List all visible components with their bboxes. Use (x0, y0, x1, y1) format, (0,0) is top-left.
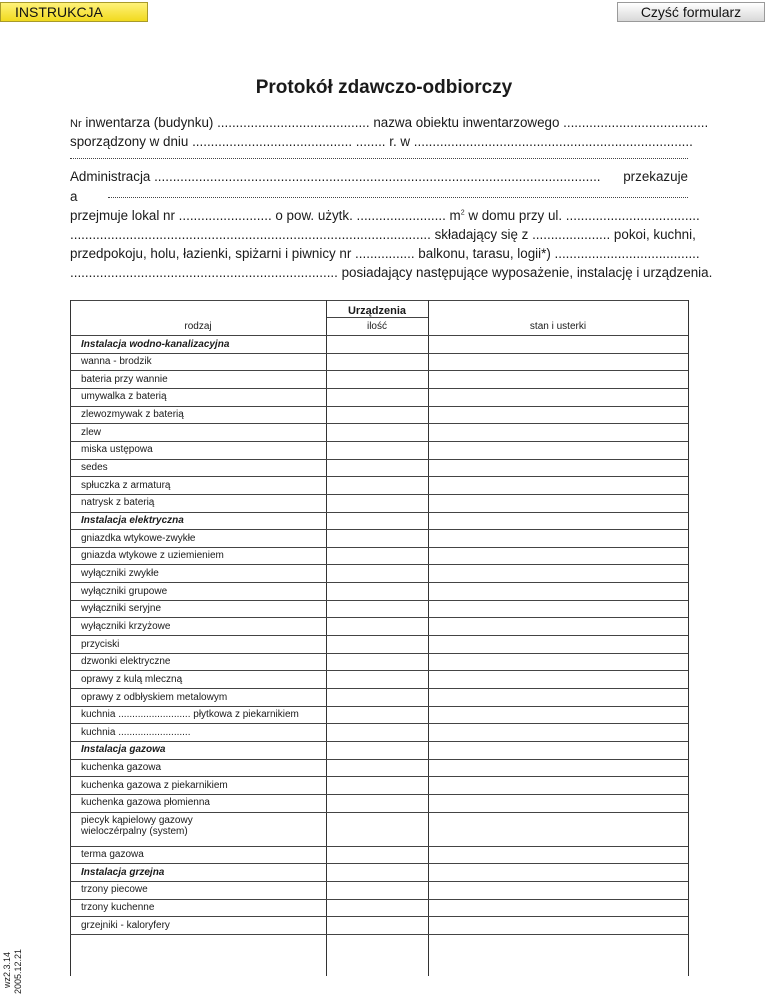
condition-cell[interactable] (429, 494, 687, 512)
rooms-line: ................................................................................................. składający się z ..................... pokoi, kuchni, (70, 227, 696, 242)
table-row-label: wyłączniki zwykłe (81, 567, 159, 579)
recipient-label: a (70, 189, 78, 204)
quantity-cell[interactable] (327, 423, 427, 441)
header-urzadzenia: Urządzenia (347, 305, 407, 317)
table-row-label: zlewozmywak z baterią (81, 409, 184, 421)
quantity-cell[interactable] (327, 706, 427, 724)
table-row-label: gniazdka wtykowe-zwykłe (81, 532, 196, 544)
quantity-cell[interactable] (327, 388, 427, 406)
table-row-label: terma gazowa (81, 849, 144, 861)
condition-cell[interactable] (429, 759, 687, 777)
quantity-cell[interactable] (327, 723, 427, 741)
condition-cell[interactable] (429, 600, 687, 618)
area-unit-sup: 2 (460, 209, 465, 217)
table-row-label: bateria przy wannie (81, 373, 168, 385)
nr-label: Nr (70, 118, 82, 130)
quantity-cell[interactable] (327, 370, 427, 388)
table-line (70, 300, 71, 976)
quantity-cell[interactable] (327, 617, 427, 635)
table-line (70, 300, 688, 301)
table-row-label: zlew (81, 426, 102, 438)
quantity-cell[interactable] (327, 582, 427, 600)
table-row-label: gniazda wtykowe z uziemieniem (81, 550, 224, 562)
condition-cell[interactable] (429, 423, 687, 441)
quantity-cell[interactable] (327, 635, 427, 653)
table-line (688, 300, 689, 976)
quantity-cell[interactable] (327, 529, 427, 547)
condition-cell[interactable] (429, 512, 687, 530)
quantity-cell[interactable] (327, 916, 427, 934)
condition-cell[interactable] (429, 370, 687, 388)
condition-cell[interactable] (429, 582, 687, 600)
table-row-label: wyłączniki seryjne (81, 603, 162, 615)
condition-cell[interactable] (429, 881, 687, 899)
quantity-cell[interactable] (327, 494, 427, 512)
street-text: w domu przy ul. .................................... (464, 208, 700, 223)
condition-cell[interactable] (429, 863, 687, 881)
table-row-label: kuchnia .......................... płytkowa z piekarnikiem (81, 709, 299, 721)
condition-cell[interactable] (429, 335, 687, 353)
condition-cell[interactable] (429, 688, 687, 706)
quantity-cell[interactable] (327, 670, 427, 688)
condition-cell[interactable] (429, 441, 687, 459)
form-code-stamp (0, 946, 28, 994)
quantity-cell[interactable] (327, 899, 427, 917)
table-row-label: spłuczka z armaturą (81, 479, 171, 491)
condition-cell[interactable] (429, 776, 687, 794)
table-row-label: sedes (81, 462, 108, 474)
equipment-line: ........................................................................ posiadający następujące wyposażenie, instalację i urządzenia. (70, 265, 713, 280)
table-row-label: piecyk kąpielowy gazowy (81, 814, 193, 826)
quantity-cell[interactable] (327, 812, 427, 846)
quantity-cell[interactable] (327, 863, 427, 881)
quantity-cell[interactable] (327, 459, 427, 477)
condition-cell[interactable] (429, 916, 687, 934)
quantity-cell[interactable] (327, 335, 427, 353)
table-row-label: wanna - brodzik (81, 356, 152, 368)
table-row-line (70, 934, 688, 935)
quantity-cell[interactable] (327, 741, 427, 759)
quantity-cell[interactable] (327, 653, 427, 671)
form-date: 2005.12.21 (13, 948, 23, 994)
form-code: wz2.3.14 (2, 951, 12, 988)
table-line (326, 317, 428, 318)
header-stan: stan i usterki (529, 321, 587, 332)
condition-cell[interactable] (429, 529, 687, 547)
table-row-label: przyciski (81, 638, 120, 650)
quantity-cell[interactable] (327, 547, 427, 565)
table-row-label: trzony piecowe (81, 884, 148, 896)
instructions-button[interactable]: INSTRUKCJA (0, 2, 148, 22)
table-category: Instalacja elektryczna (81, 515, 184, 526)
condition-cell[interactable] (429, 794, 687, 812)
quantity-cell[interactable] (327, 846, 427, 864)
condition-cell[interactable] (429, 670, 687, 688)
quantity-cell[interactable] (327, 476, 427, 494)
header-rodzaj: rodzaj (184, 321, 212, 332)
table-row-label: dzwonki elektryczne (81, 656, 171, 668)
dotted-fill-line (70, 158, 688, 159)
table-category: Instalacja wodno-kanalizacyjna (81, 338, 230, 350)
condition-cell[interactable] (429, 812, 687, 846)
table-row-label: oprawy z kulą mleczną (81, 673, 183, 685)
condition-cell[interactable] (429, 635, 687, 653)
table-row-label: miska ustępowa (81, 444, 153, 456)
quantity-cell[interactable] (327, 600, 427, 618)
table-row-label: kuchenka gazowa z piekarnikiem (81, 779, 228, 791)
table-category: Instalacja gazowa (81, 744, 166, 756)
table-row-label-2: wieloczérpalny (system) (81, 825, 188, 837)
condition-cell[interactable] (429, 476, 687, 494)
quantity-cell[interactable] (327, 776, 427, 794)
quantity-cell[interactable] (327, 512, 427, 530)
handover-text: przekazuje (623, 169, 688, 184)
quantity-cell[interactable] (327, 794, 427, 812)
condition-cell[interactable] (429, 459, 687, 477)
dotted-fill-line (108, 197, 688, 198)
quantity-cell[interactable] (327, 881, 427, 899)
condition-cell[interactable] (429, 388, 687, 406)
clear-form-button[interactable]: Czyść formularz (617, 2, 765, 22)
condition-cell[interactable] (429, 706, 687, 724)
condition-cell[interactable] (429, 547, 687, 565)
quantity-cell[interactable] (327, 441, 427, 459)
table-category: Instalacja grzejna (81, 866, 165, 878)
condition-cell[interactable] (429, 406, 687, 424)
table-row-label: wyłączniki krzyżowe (81, 620, 171, 632)
quantity-cell[interactable] (327, 406, 427, 424)
table-row-label: natrysk z baterią (81, 497, 155, 509)
administration-text: Administracja ........................................................................................................................ (70, 169, 601, 184)
header-ilosc: ilość (366, 321, 387, 332)
condition-cell[interactable] (429, 353, 687, 371)
quantity-cell[interactable] (327, 759, 427, 777)
table-row-label: kuchnia .......................... (81, 726, 191, 738)
condition-cell[interactable] (429, 564, 687, 582)
administration-line (70, 169, 688, 184)
table-row-label: kuchenka gazowa płomienna (81, 797, 210, 809)
condition-cell[interactable] (429, 846, 687, 864)
quantity-cell[interactable] (327, 564, 427, 582)
inventory-line (70, 115, 708, 130)
table-row-label: trzony kuchenne (81, 902, 155, 913)
condition-cell[interactable] (429, 617, 687, 635)
quantity-cell[interactable] (327, 688, 427, 706)
rooms-detail-line: przedpokoju, holu, łazienki, spiżarni i piwnicy nr ................ balkonu, tarasu, logii*) ....................................... (70, 246, 700, 261)
table-row-label: grzejniki - kaloryfery (81, 919, 170, 931)
condition-cell[interactable] (429, 741, 687, 759)
condition-cell[interactable] (429, 899, 687, 917)
table-row-label: kuchenka gazowa (81, 762, 162, 774)
table-row-label: umywalka z baterią (81, 391, 167, 403)
table-row-label: oprawy z odbłyskiem metalowym (81, 691, 228, 703)
condition-cell[interactable] (429, 653, 687, 671)
quantity-cell[interactable] (327, 353, 427, 371)
premises-line (70, 208, 700, 223)
table-row-label: wyłączniki grupowe (81, 585, 168, 597)
date-place-line: sporządzony w dniu ........................................... ........ r. w ........................................................................... (70, 134, 693, 149)
condition-cell[interactable] (429, 723, 687, 741)
page-title: Protokół zdawczo-odbiorczy (255, 77, 513, 98)
equipment-table (70, 300, 688, 976)
premises-text: przejmuje lokal nr ......................... o pow. użytk. ........................ m (70, 208, 461, 223)
inventory-text: inwentarza (budynku) ......................................... nazwa obiektu inwentarzowego ....................................... (81, 115, 709, 130)
